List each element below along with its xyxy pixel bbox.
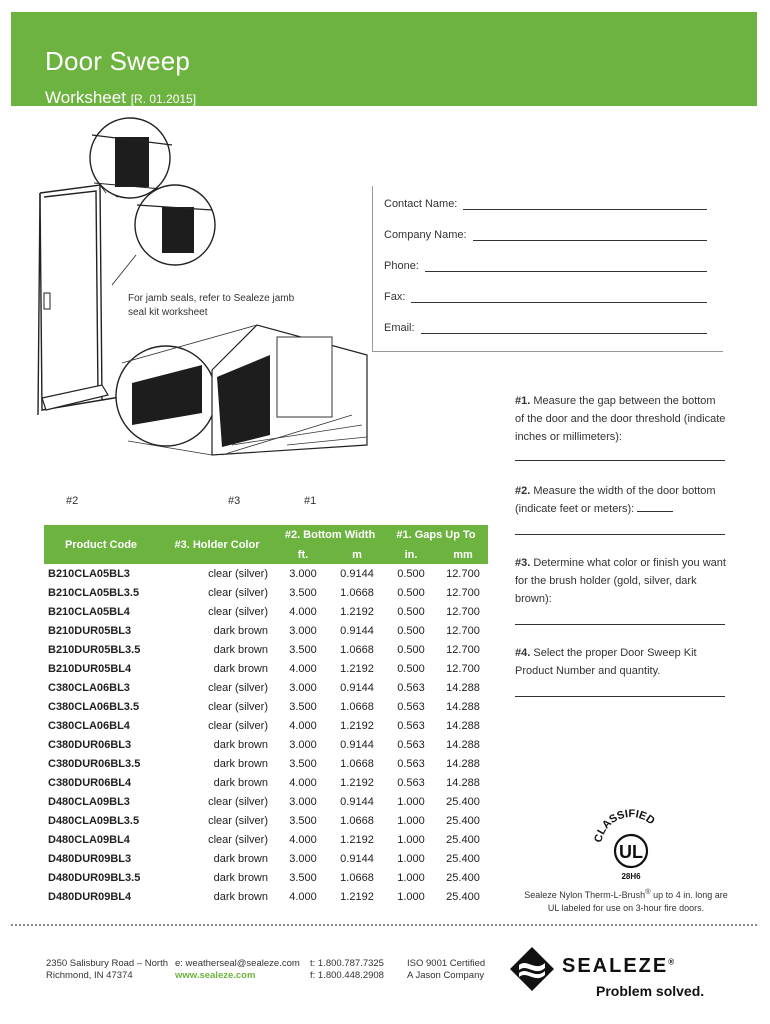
width-m-cell: 1.0668	[340, 700, 374, 713]
product-code-cell: B210CLA05BL4	[48, 605, 130, 618]
ul-code: 28H6	[621, 872, 641, 881]
gap-in-cell: 0.500	[397, 624, 425, 637]
table-row	[44, 564, 488, 583]
gap-in-cell: 0.563	[397, 700, 425, 713]
width-ft-cell: 3.000	[289, 681, 317, 694]
gap-mm-cell: 12.700	[446, 567, 480, 580]
step-1-text: Measure the gap between the bottom of the door and the door threshold (indicate inches or millimeters):	[515, 395, 726, 443]
width-ft-cell: 3.500	[289, 643, 317, 656]
product-code-cell: D480CLA09BL3	[48, 795, 130, 808]
table-row	[44, 583, 488, 602]
holder-color-cell: clear (silver)	[208, 814, 268, 827]
width-m-cell: 1.0668	[340, 643, 374, 656]
product-code-cell: C380DUR06BL3	[48, 738, 132, 751]
fax-label: Fax:	[384, 291, 406, 303]
product-code-cell: D480CLA09BL3.5	[48, 814, 140, 827]
step-3-text: Determine what color or finish you want for the brush holder (gold, silver, dark brown):	[515, 557, 726, 605]
width-ft-cell: 4.000	[289, 605, 317, 618]
page-subtitle	[45, 88, 196, 108]
step-2-inline-line[interactable]	[637, 501, 673, 512]
footer-phone	[310, 958, 384, 982]
product-code-cell: D480DUR09BL3.5	[48, 871, 141, 884]
company-name-line[interactable]	[473, 230, 707, 241]
table-row	[44, 659, 488, 678]
address-line-1: 2350 Salisbury Road – North	[46, 958, 168, 969]
width-ft-cell: 3.000	[289, 795, 317, 808]
width-ft-cell: 3.000	[289, 738, 317, 751]
header-bottom-width: #2. Bottom Width	[276, 525, 384, 545]
step-3-num: #3.	[515, 557, 531, 569]
table-row	[44, 735, 488, 754]
table-row	[44, 602, 488, 621]
subtitle-text: Worksheet	[45, 88, 126, 107]
step-1	[515, 392, 727, 461]
header-product-code: Product Code	[44, 525, 158, 564]
gap-mm-cell: 12.700	[446, 643, 480, 656]
width-ft-cell: 4.000	[289, 662, 317, 675]
holder-color-cell: clear (silver)	[208, 605, 268, 618]
gap-in-cell: 0.500	[397, 567, 425, 580]
holder-color-cell: clear (silver)	[208, 833, 268, 846]
footer-email[interactable]: e: weatherseal@sealeze.com	[175, 958, 300, 969]
gap-in-cell: 1.000	[397, 890, 425, 903]
width-ft-cell: 3.000	[289, 624, 317, 637]
step-3-answer-line[interactable]	[515, 614, 725, 625]
ul-note-post: up to 4 in. long are UL labeled for use on 3-hour fire doors.	[547, 890, 728, 913]
width-m-cell: 1.2192	[340, 776, 374, 789]
table-body	[44, 564, 488, 906]
step-2-text: Measure the width of the door bottom (indicate feet or meters):	[515, 485, 716, 515]
gap-mm-cell: 12.700	[446, 624, 480, 637]
width-ft-cell: 3.500	[289, 871, 317, 884]
phone-label: Phone:	[384, 260, 419, 272]
header-banner	[11, 12, 757, 106]
ul-mark: UL	[619, 842, 643, 862]
header-holder-color: #3. Holder Color	[158, 525, 276, 564]
gap-mm-cell: 25.400	[446, 814, 480, 827]
label-1: #1	[304, 495, 317, 507]
width-ft-cell: 3.500	[289, 700, 317, 713]
svg-text:CLASSIFIED	[592, 808, 656, 844]
holder-color-cell: dark brown	[213, 662, 268, 675]
contact-form	[372, 186, 723, 352]
brand-name	[562, 955, 676, 978]
gap-mm-cell: 14.288	[446, 700, 480, 713]
table-row	[44, 678, 488, 697]
holder-color-cell: dark brown	[213, 890, 268, 903]
product-code-cell: C380CLA06BL3	[48, 681, 130, 694]
product-code-cell: B210DUR05BL3	[48, 624, 132, 637]
gap-mm-cell: 25.400	[446, 890, 480, 903]
email-field[interactable]	[384, 322, 707, 334]
holder-color-cell: dark brown	[213, 624, 268, 637]
step-4-answer-line[interactable]	[515, 686, 725, 697]
page-title: Door Sweep	[45, 46, 191, 76]
product-code-cell: C380CLA06BL3.5	[48, 700, 140, 713]
ul-note	[521, 885, 731, 915]
footer-fax-number: f: 1.800.448.2908	[310, 970, 384, 981]
holder-color-cell: dark brown	[213, 738, 268, 751]
footer-website-link[interactable]: www.sealeze.com	[175, 970, 256, 981]
width-m-cell: 1.0668	[340, 586, 374, 599]
gap-mm-cell: 25.400	[446, 871, 480, 884]
label-2: #2	[66, 495, 79, 507]
product-code-cell: D480CLA09BL4	[48, 833, 130, 846]
holder-color-cell: dark brown	[213, 757, 268, 770]
footer-address	[46, 958, 168, 982]
header-gaps: #1. Gaps Up To	[384, 525, 488, 545]
subheader-in: in.	[384, 545, 438, 564]
width-m-cell: 0.9144	[340, 567, 374, 580]
gap-in-cell: 0.563	[397, 776, 425, 789]
holder-color-cell: clear (silver)	[208, 700, 268, 713]
gap-mm-cell: 14.288	[446, 719, 480, 732]
gap-mm-cell: 25.400	[446, 852, 480, 865]
table-row	[44, 887, 488, 906]
table-row	[44, 792, 488, 811]
gap-mm-cell: 12.700	[446, 605, 480, 618]
width-ft-cell: 3.000	[289, 852, 317, 865]
contact-name-label: Contact Name:	[384, 198, 458, 210]
product-code-cell: B210DUR05BL3.5	[48, 643, 141, 656]
table-row	[44, 811, 488, 830]
company-name-field[interactable]	[384, 229, 707, 241]
footer-contact	[175, 958, 300, 982]
product-code-cell: D480DUR09BL3	[48, 852, 132, 865]
width-ft-cell: 4.000	[289, 776, 317, 789]
table-row	[44, 716, 488, 735]
product-code-cell: B210CLA05BL3	[48, 567, 130, 580]
width-ft-cell: 4.000	[289, 719, 317, 732]
step-2-num: #2.	[515, 485, 531, 497]
product-code-cell: B210CLA05BL3.5	[48, 586, 140, 599]
revision-label: [R. 01.2015]	[130, 92, 197, 106]
gap-in-cell: 1.000	[397, 833, 425, 846]
width-m-cell: 0.9144	[340, 738, 374, 751]
width-m-cell: 0.9144	[340, 795, 374, 808]
gap-mm-cell: 12.700	[446, 662, 480, 675]
footer-divider	[11, 924, 757, 926]
gap-in-cell: 0.563	[397, 738, 425, 751]
holder-color-cell: clear (silver)	[208, 567, 268, 580]
gap-mm-cell: 14.288	[446, 757, 480, 770]
footer-phone-number: t: 1.800.787.7325	[310, 958, 384, 969]
table-row	[44, 621, 488, 640]
holder-color-cell: clear (silver)	[208, 586, 268, 599]
holder-color-cell: clear (silver)	[208, 719, 268, 732]
gap-in-cell: 1.000	[397, 852, 425, 865]
brand-name-text: SEALEZE	[562, 955, 669, 977]
gap-mm-cell: 14.288	[446, 681, 480, 694]
width-m-cell: 1.2192	[340, 662, 374, 675]
step-2	[515, 482, 727, 535]
gap-in-cell: 0.563	[397, 719, 425, 732]
width-ft-cell: 4.000	[289, 890, 317, 903]
table-row	[44, 868, 488, 887]
email-line[interactable]	[421, 323, 707, 334]
gap-in-cell: 0.563	[397, 757, 425, 770]
email-label: Email:	[384, 322, 415, 334]
footer-cert	[407, 958, 485, 982]
gap-mm-cell: 25.400	[446, 795, 480, 808]
step-4-num: #4.	[515, 647, 531, 659]
holder-color-cell: dark brown	[213, 776, 268, 789]
width-m-cell: 1.0668	[340, 814, 374, 827]
table-row	[44, 640, 488, 659]
table-row	[44, 849, 488, 868]
gap-in-cell: 0.500	[397, 643, 425, 656]
fax-field[interactable]	[384, 291, 707, 303]
product-code-cell: C380DUR06BL4	[48, 776, 132, 789]
width-m-cell: 0.9144	[340, 624, 374, 637]
gap-mm-cell: 14.288	[446, 776, 480, 789]
width-m-cell: 1.2192	[340, 890, 374, 903]
holder-color-cell: dark brown	[213, 643, 268, 656]
width-m-cell: 1.2192	[340, 833, 374, 846]
table-row	[44, 754, 488, 773]
jamb-note: For jamb seals, refer to Sealeze jamb seal kit worksheet	[128, 293, 295, 318]
company-name-label: Company Name:	[384, 229, 467, 241]
step-4	[515, 644, 727, 697]
width-m-cell: 0.9144	[340, 852, 374, 865]
width-ft-cell: 3.500	[289, 814, 317, 827]
product-code-cell: C380DUR06BL3.5	[48, 757, 141, 770]
gap-mm-cell: 25.400	[446, 833, 480, 846]
width-m-cell: 1.0668	[340, 871, 374, 884]
step-1-num: #1.	[515, 395, 531, 407]
gap-in-cell: 1.000	[397, 795, 425, 808]
table-row	[44, 830, 488, 849]
table-row	[44, 697, 488, 716]
ul-arc-text: CLASSIFIED	[592, 807, 657, 844]
phone-line[interactable]	[425, 261, 707, 272]
subheader-m: m	[330, 545, 384, 564]
width-m-cell: 1.0668	[340, 757, 374, 770]
width-ft-cell: 3.500	[289, 757, 317, 770]
sealeze-logo-icon	[509, 946, 555, 992]
label-3: #3	[228, 495, 241, 507]
ul-note-sup: ®	[645, 887, 651, 896]
product-code-cell: B210DUR05BL4	[48, 662, 132, 675]
gap-in-cell: 0.563	[397, 681, 425, 694]
width-ft-cell: 3.000	[289, 567, 317, 580]
subheader-mm: mm	[438, 545, 488, 564]
step-1-answer-line[interactable]	[515, 450, 725, 461]
brand-reg: ®	[668, 957, 677, 967]
subheader-ft: ft.	[276, 545, 330, 564]
gap-in-cell: 0.500	[397, 586, 425, 599]
step-2-answer-line[interactable]	[515, 524, 725, 535]
step-3	[515, 554, 727, 625]
width-ft-cell: 3.500	[289, 586, 317, 599]
contact-name-field[interactable]	[384, 198, 707, 210]
product-code-cell: D480DUR09BL4	[48, 890, 132, 903]
gap-in-cell: 1.000	[397, 814, 425, 827]
holder-color-cell: dark brown	[213, 852, 268, 865]
holder-color-cell: clear (silver)	[208, 681, 268, 694]
address-line-2: Richmond, IN 47374	[46, 970, 133, 981]
width-m-cell: 1.2192	[340, 605, 374, 618]
footer-parent: A Jason Company	[407, 970, 485, 981]
table-row	[44, 773, 488, 792]
width-m-cell: 1.2192	[340, 719, 374, 732]
holder-color-cell: clear (silver)	[208, 795, 268, 808]
width-m-cell: 0.9144	[340, 681, 374, 694]
step-4-text: Select the proper Door Sweep Kit Product Number and quantity.	[515, 647, 697, 677]
gap-in-cell: 1.000	[397, 871, 425, 884]
product-code-cell: C380CLA06BL4	[48, 719, 130, 732]
product-table	[44, 525, 488, 906]
contact-name-line[interactable]	[463, 199, 707, 210]
gap-mm-cell: 14.288	[446, 738, 480, 751]
width-ft-cell: 4.000	[289, 833, 317, 846]
gap-in-cell: 0.500	[397, 662, 425, 675]
fax-line[interactable]	[411, 292, 707, 303]
holder-color-cell: dark brown	[213, 871, 268, 884]
brand-tagline: Problem solved.	[596, 983, 705, 999]
ul-note-pre: Sealeze Nylon Therm-L-Brush	[524, 890, 646, 900]
ul-classified-logo	[591, 805, 671, 885]
footer-iso: ISO 9001 Certified	[407, 958, 486, 969]
gap-mm-cell: 12.700	[446, 586, 480, 599]
gap-in-cell: 0.500	[397, 605, 425, 618]
phone-field[interactable]	[384, 260, 707, 272]
